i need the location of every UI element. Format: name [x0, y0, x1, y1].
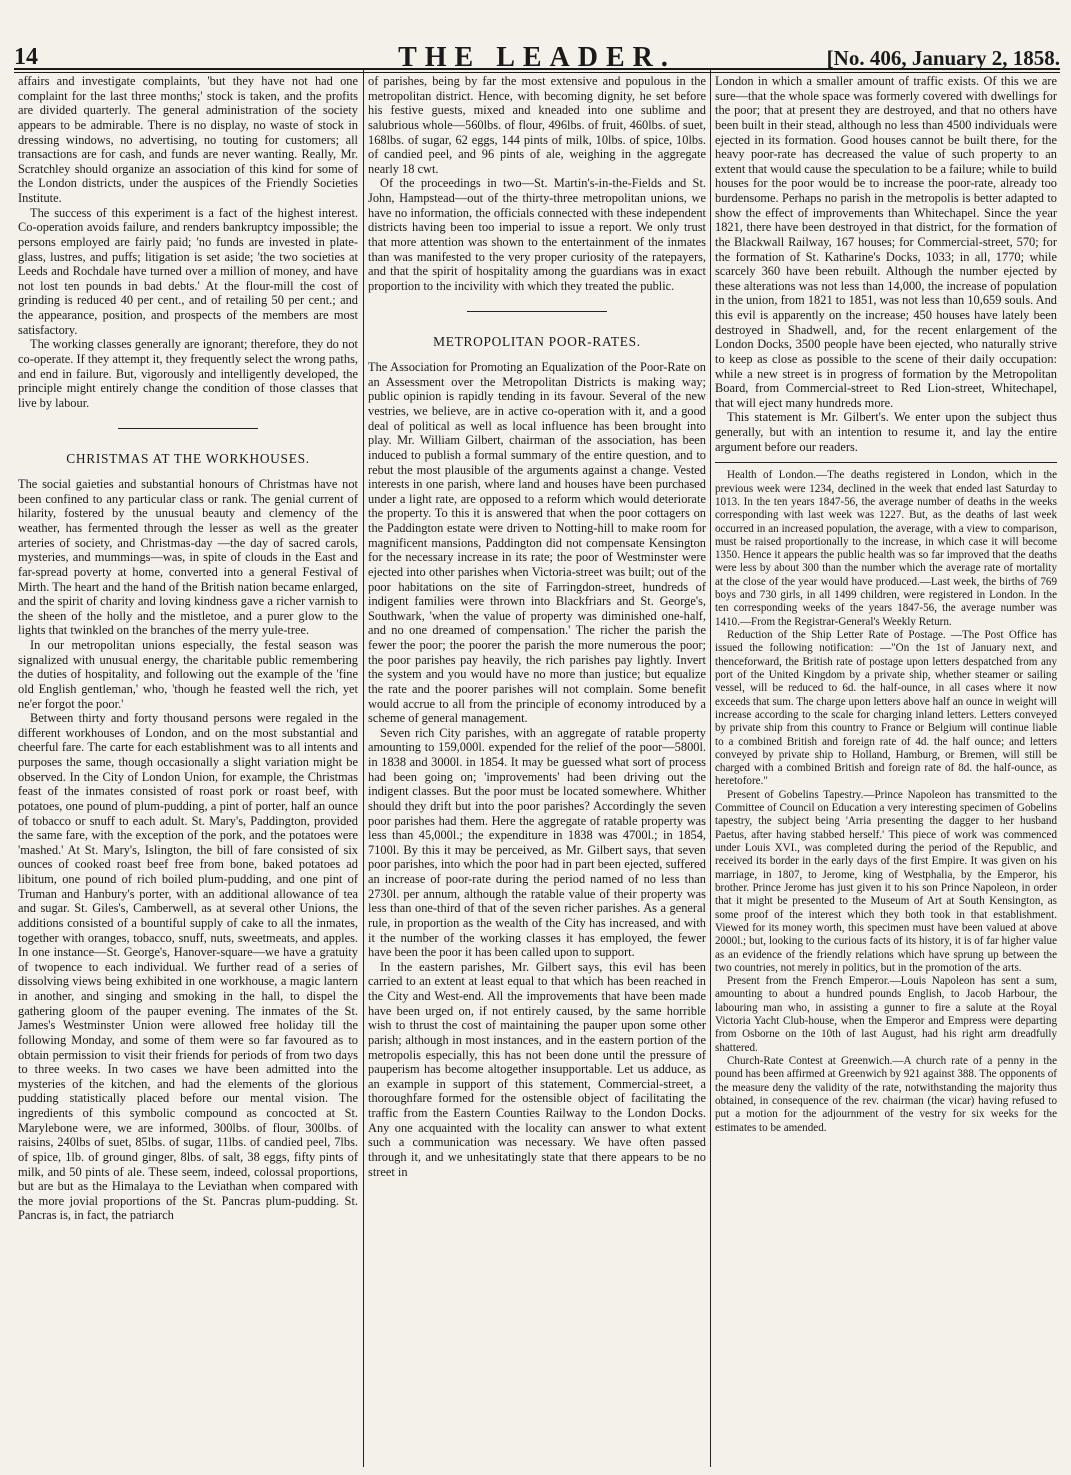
article-paragraph: of parishes, being by far the most extensive and populous in the metropolitan district. Hence, with becoming dignity, he set before his festive guests, mixed and kneaded into one sublime and salubrious whole—560lbs. of flour, 496lbs. of fruit, 460lbs. of suet, 168lbs. of sugar, 62 eggs, 144 pints of milk, 10lbs. of spice, 10lbs. of candied peel, and 96 pints of ale, weighing in the aggregate nearly 18 cwt. [368, 74, 706, 176]
article-paragraph: In the eastern parishes, Mr. Gilbert says, this evil has been carried to an extent at least equal to that which has been reached in the City and West-end. All the improvements that have been made have been urged on, if not entirely caused, by the same horrible wish to thrust the cost of maintaining the pauper upon some other parish; although in most instances, and in the eastern portion of the metropolis especially, this has not been done until the pressure of pauperism has become altogether insupportable. Let us adduce, as an example in support of this statement, Commercial-street, a thoroughfare formed for the ostensible object of facilitating the traffic from the Eastern Counties Railway to the London Docks. Any one acquainted with the locality can answer to what extent such a communication was necessary. We have often passed through it, and we unhesitatingly state that there appears to be no street in [368, 959, 706, 1179]
article-paragraph: London in which a smaller amount of traffic exists. Of this we are sure—that the whole space was formerly covered with dwellings for the poor; that at present they are destroyed, and that no others have been built in their stead, although no less than 4500 individuals were ejected in its formation. Good houses cannot be built there, for the heavy poor-rate has decreased the value of such property to an extent that would cause the speculation to be a failure; while to build houses for the poor would be to increase the poor-rate, already too burdensome. Perhaps no parish in the metropolis is better adapted to show the effect of improvements than Whitechapel. Since the year 1821, there have been destroyed in that district, for the formation of the Blackwall Railway, 167 houses; for Commercial-street, 570; for the formation of St. Katharine's Docks, 1033; in all, 1770; while scarcely 360 have been rebuilt. Although the number ejected by these alterations was not less than 14,000, the increase of population in the union, from 1821 to 1851, was not less than 10,659 souls. And this evil is apparently on the increase; 450 houses have lately been destroyed in Shadwell, and, for the recent enlargement of the London Docks, 3500 people have been ejected, who naturally strive to keep as close as possible to the scene of their daily occupation: while a new street is in progress of formation by the Metropolitan Board, from Commercial-street to Red Lion-street, Whitechapel, that will eject many hundreds more. [715, 74, 1057, 410]
section-divider [467, 311, 607, 312]
masthead-rule [14, 68, 1060, 70]
notice-church-rate-greenwich: Church-Rate Contest at Greenwich.—A church rate of a penny in the pound has been affirmed at Greenwich by 921 against 388. The opponents of the measure deny the validity of the rate, notwithstanding the majority thus obtained, in consequence of the rev. chairman (the vicar) having refused to put a motion for the adjournment of the vestry for six weeks for the estimates to be amended. [715, 1055, 1057, 1134]
column-2 [368, 74, 706, 1465]
article-paragraph: The social gaieties and substantial honours of Christmas have not been confined to any particular class or rank. The genial current of hilarity, fostered by the unusual beauty and clemency of the weather, has fermented through the lesser as well as the greater arteries of society, and Christmas-day —the day of sacred carols, mysteries, and mummings—was, in spite of clouds in the East and far-spread poverty at home, converted into a general Festival of Mirth. The heart and the hand of the British nation became enlarged, and the spirit of charity and loving kindness gave a richer varnish to the sheen of the holly and the mistletoe, and a purer glow to the lights that twinkled on the branches of the merry yule-tree. [18, 477, 358, 638]
column-1 [18, 74, 358, 1465]
issue-number-date: [No. 406, January 2, 1858. [826, 46, 1060, 70]
newspaper-title: THE LEADER. [398, 42, 676, 73]
notice-ship-letter-postage: Reduction of the Ship Letter Rate of Postage. —The Post Office has issued the following notification: —"On the 1st of January next, and thenceforward, the British rate of postage upon letters despatched from any port of the United Kingdom by a private ship, whether steamer or sailing vessel, will be reduced to 6d. the half-ounce, in all cases where it now exceeds that sum. The charge upon letters above half an ounce in weight will increase according to the scale for charging inland letters. Letters conveyed by private ship from this country to France or Belgium will continue liable to a combined British and foreign rate of 4d. the half ounce; and letters conveyed by private ship to Holland, Hamburg, or Bremen, will still be charged with a combined British and foreign rate of 8d. the half-ounce, as heretofore." [715, 629, 1057, 788]
article-paragraph: The working classes generally are ignorant; therefore, they do not co-operate. If they attempt it, they frequently select the wrong paths, and end in failure. But, vigorously and intelligently developed, the principle might entirely change the condition of those classes that live by labour. [18, 337, 358, 410]
column-3 [715, 74, 1057, 1465]
notice-french-emperor: Present from the French Emperor.—Louis Napoleon has sent a sum, amounting to about a hundred pounds English, to Jacob Harbour, the labouring man who, in assisting a gunner to fire a salute at the Royal Victoria Yacht Club-house, when the Emperor and Empress were departing from Osborne on the 10th of last August, had his right arm dreadfully shattered. [715, 975, 1057, 1054]
article-paragraph: This statement is Mr. Gilbert's. We enter upon the subject thus generally, but with an intention to resume it, and lay the entire argument before our readers. [715, 410, 1057, 454]
article-paragraph: affairs and investigate complaints, 'but they have not had one complaint for the last three months;' stock is taken, and the profits are divided quarterly. The general administration of the society appears to be admirable. There is no display, no waste of stock in dressing windows, no advertising, no touting for customers; all transactions are for cash, and funds are never wanting. Really, Mr. Scratchley should organize an association of this kind for some of the London districts, under the auspices of the Friendly Societies Institute. [18, 74, 358, 205]
masthead [14, 40, 1060, 73]
article-paragraph: Between thirty and forty thousand persons were regaled in the different workhouses of London, and on the most substantial and cheerful fare. The carte for each establishment was to all intents and purposes the same, though occasionally a slight variation might be observed. In the City of London Union, for example, the Christmas feast of the inmates consisted of roast pork or roast beef, with potatoes, one pound of plum-pudding, a pint of porter, half an ounce of tobacco or snuff to each adult. St. Mary's, Paddington, provided the same fare, with the exception of the pork, and the potatoes were 'mashed.' At St. Mary's, Islington, the bill of fare consisted of six ounces of cooked roast beef free from bone, baked potatoes ad libitum, one pound of rich boiled plum-pudding, and one pint of Truman and Hanbury's porter, with an additional allowance of tea and sugar. St. Giles's, Camberwell, as at several other Unions, the additions consisted of a bountiful supply of cake to all the inmates, together with oranges, tobacco, snuff, nuts, sweetmeats, and apples. In one instance—St. George's, Hanover-square—we have a gratuity of twopence to each individual. We further read of a series of dissolving views being exhibited in one workhouse, a magic lantern in another, and singing and smoking in the hall, to dispel the gathering gloom of the pauper evening. The inmates of the St. James's Westminster Union were allowed free holiday till the following Monday, and some of them were so far favoured as to obtain permission to visit their friends for periods of from two days to three weeks. In two cases we have been admitted into the mysteries of the kitchen, and had the elements of the glorious pudding statistically placed before our mental vision. The ingredients of this symbolic compound as concocted at St. Marylebone were, we are informed, 300lbs. of flour, 300lbs. of raisins, 240lbs of suet, 85lbs. of sugar, 11lbs. of candied peel, 7lbs. of spice, 1lb. of ground ginger, 8lbs. of salt, 38 eggs, fifty pints of milk, and 50 pints of ale. These seem, indeed, colossal proportions, but are but as the Himalaya to the Leviathan when compared with the more jovial proportions of the St. Pancras plum-pudding. St. Pancras is, in fact, the patriarch [18, 711, 358, 1223]
section-heading-poor-rates: METROPOLITAN POOR-RATES. [433, 334, 641, 350]
column-divider [363, 70, 364, 1467]
article-paragraph: In our metropolitan unions especially, the festal season was signalized with unusual energy, the charitable public remembering the duties of hospitality, and following out the example of the 'fine old English gentleman,' who, 'though he feasted well the rich, yet ne'er forgot the poor.' [18, 638, 358, 711]
section-divider [118, 428, 258, 429]
article-paragraph: The success of this experiment is a fact of the highest interest. Co-operation avoids failure, and renders bankruptcy impossible; the persons employed are fairly paid; 'no funds are invested in plate-glass, lustres, and puffs; litigation is set aside; 'the two societies at Leeds and Rochdale have turned over a million of money, and have not lost ten pounds in bad debts.' At the flour-mill the cost of grinding is reduced 40 per cent., and of retailing 50 per cent.; and the appearance, position, and prospects of the members are most satisfactory. [18, 205, 358, 337]
page-number: 14 [14, 44, 38, 70]
column-divider [710, 70, 711, 1467]
article-paragraph: Seven rich City parishes, with an aggregate of ratable property amounting to 159,000l. expended for the relief of the poor—5800l. in 1838 and 3000l. in 1854. It may be guessed what sort of process had been going on; 'improvements' had been driving out the indigent classes. But the poor must be located somewhere. Whither should they drift but into the poor parishes? Accordingly the seven poor parishes had them. Here the aggregate of ratable property was less than 45,000l.; the expenditure in 1838 was 4700l.; in 1854, 7100l. By this it may be perceived, as Mr. Gilbert says, that seven poor parishes, into which the poor had in part been ejected, suffered an increase of poor-rate during the period named of no less than 2730l. per annum, although the ratable value of their property was less than one-third of that of the seven richer parishes. As a general rule, in proportion as the wealth of the City has increased, and with it the number of the working classes it has employed, the fewer have been the poor it has been called upon to support. [368, 725, 706, 960]
notice-gobelins-tapestry: Present of Gobelins Tapestry.—Prince Napoleon has transmitted to the Committee of Council on Education a very interesting specimen of Gobelins tapestry, the subject being 'Arria presenting the dagger to her husband Paetus, after having stabbed herself.' This piece of work was commenced under Louis XVI., was completed during the period of the Republic, and received its border in the early days of the first Empire. It was given on his marriage, in 1807, to Jerome, king of Westphalia, by the Emperor, his brother. Prince Jerome has just given it to his son Prince Napoleon, in order that it might be presented to the Museum of Art at South Kensington, as some proof of the interest which they both took in that establishment. Viewed for its money worth, this specimen must have been valued at above 2000l.; but, looking to the curious facts of its history, it is of far higher value as an evidence of the friendly relations which have sprung up between the two countries, not merely in politics, but in the promotion of the arts. [715, 788, 1057, 974]
section-divider [715, 462, 1057, 463]
article-paragraph: Of the proceedings in two—St. Martin's-in-the-Fields and St. John, Hampstead—out of the thirty-three metropolitan unions, we have no information, the officials connected with these independent districts having been too imperial to issue a report. We only trust that more attention was shown to the entertainment of the inmates than was manifested to the very proper curiosity of the ratepayers, and that the spirit of hospitality among the guardians was in exact proportion to the incivility with which they treated the public. [368, 176, 706, 293]
notice-health-of-london: Health of London.—The deaths registered in London, which in the previous week were 1234, declined in the week that ended last Saturday to 1013. In the ten years 1847-56, the average number of deaths in the weeks corresponding with last week was 1227. But, as the deaths of last week occurred in an increased population, the average, with a view to comparison, must be raised proportionally to the increase, in which case it will become 1350. Hence it appears the public health was so far improved that the deaths were less by about 300 than the number which the average rate of mortality at the close of the year would have produced.—Last week, the births of 769 boys and 730 girls, in all 1499 children, were registered in London. In the ten corresponding weeks of the years 1847-56, the average number was 1410.—From the Registrar-General's Weekly Return. [715, 469, 1057, 628]
section-heading-christmas: CHRISTMAS AT THE WORKHOUSES. [66, 451, 310, 467]
article-paragraph: The Association for Promoting an Equalization of the Poor-Rate on an Assessment over the Metropolitan Districts is making way; public opinion is rapidly tending in its favour. Several of the new vestries, we believe, are in active co-operation with it, and a good deal of political as well as local influence has been brought into play. Mr. William Gilbert, chairman of the association, has been induced to publish a formal summary of the entire question, and to rebut the most plausible of the arguments against a change. Vested interests in one parish, where land and houses have been purchased under a light rate, are opposed to a reform which would deteriorate the property. To this it is answered that when the poor cottagers on the Paddington estate were driven to Notting-hill to make room for magnificent mansions, Paddington did not compensate Kensington for the necessary increase in its rate; the poor of Westminster were ejected into other parishes when Victoria-street was built; out of the poor habitations on the site of Farringdon-street, hundreds of indigent families were thrown into Blackfriars and St. George's, Southwark, 'when the value of property was diminished one-half, and no one dreamed of compensation.' The richer the parish the fewer the poor; the poorer the parish the more numerous the poor; the poor parishes pay heavily, the rich parishes pay lightly. Invert the system and you would have no more than justice; but equalize the rate and the poorer parishes will not complain. Some benefit would accrue to all from the principle of economy introduced by a scheme of general management. [368, 360, 706, 726]
news-notices [715, 469, 1057, 1135]
masthead-rule-thin [14, 72, 1060, 73]
